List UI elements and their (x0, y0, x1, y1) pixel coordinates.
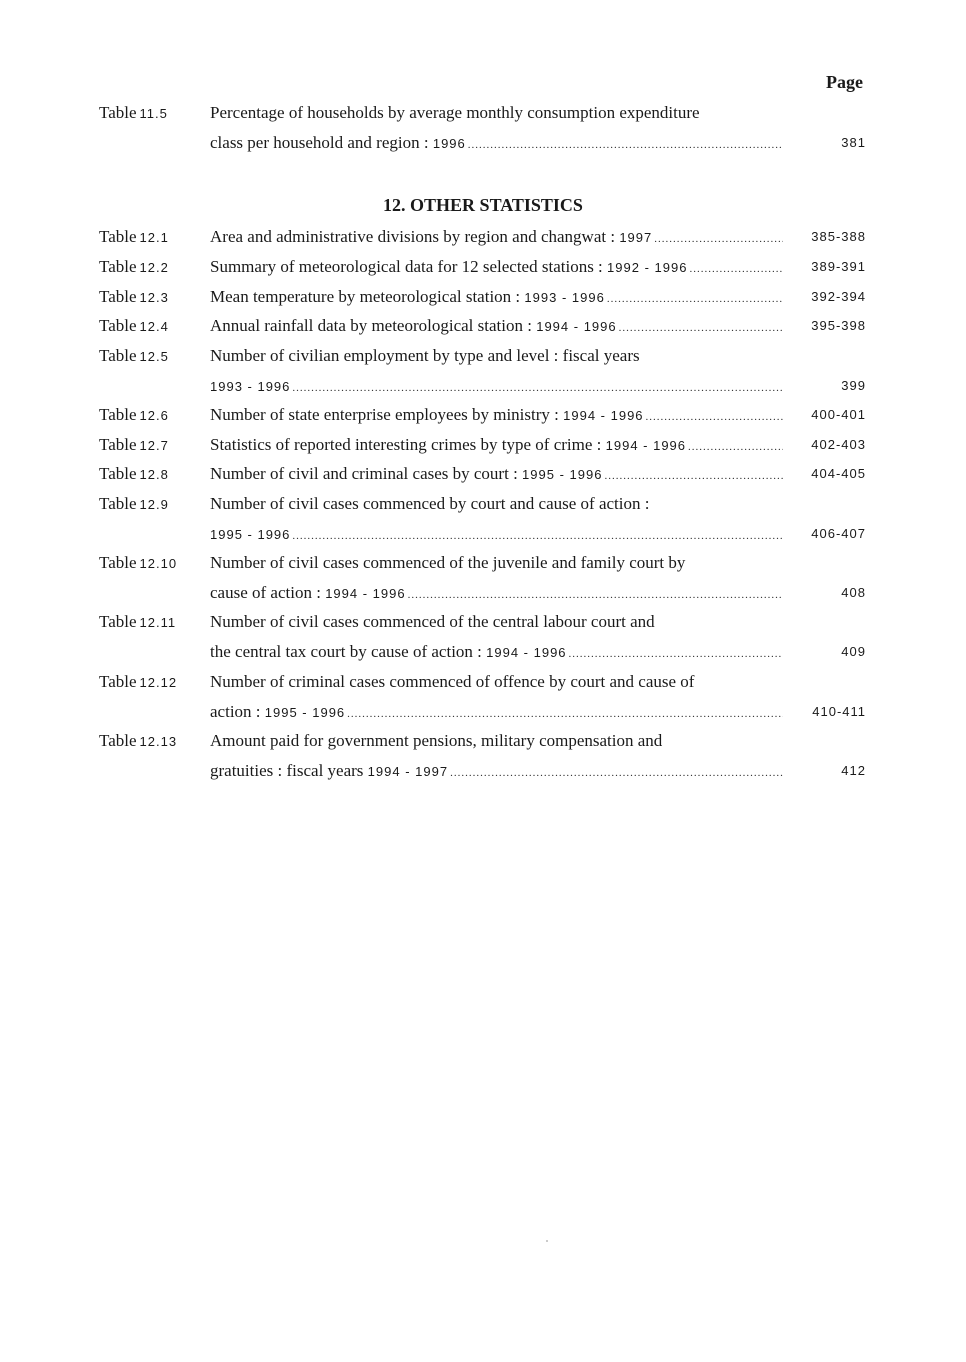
table-number: 12.6 (139, 408, 169, 423)
entry-years: 1995 - 1996 (522, 467, 603, 482)
entry-title-text: Mean temperature by meteorological station : (210, 287, 521, 306)
entry-title-last-line (210, 756, 783, 786)
table-word: Table (99, 553, 137, 572)
page-number: 409 (841, 644, 866, 659)
table-number: 12.13 (139, 734, 178, 749)
entry-title-text: action : (210, 702, 261, 721)
table-word: Table (99, 405, 137, 424)
table-number: 12.5 (139, 349, 169, 364)
entry-title-text: class per household and region : (210, 133, 429, 152)
entry-title-text: Area and administrative divisions by region and changwat : (210, 227, 616, 246)
dot-leader (688, 432, 783, 460)
table-number: 12.2 (139, 260, 169, 275)
entry-title-text: Number of civil and criminal cases by court : (210, 464, 518, 483)
dot-leader (408, 580, 783, 608)
table-label (99, 548, 177, 579)
entry-years: 1994 - 1996 (325, 586, 406, 601)
entry-years: 1993 - 1996 (524, 290, 605, 305)
entry-title-text: gratuities : fiscal years (210, 761, 364, 780)
entry-title-last-line (210, 637, 783, 667)
section-heading: 12. OTHER STATISTICS (383, 195, 583, 215)
entry-title-line: Number of civil cases commenced of the central labour court and (210, 612, 655, 631)
table-number: 12.1 (139, 230, 169, 245)
entry-title-text: cause of action : (210, 583, 321, 602)
table-word: Table (99, 494, 137, 513)
entry-title-last-line (210, 371, 783, 401)
entry-title-text: Statistics of reported interesting crimes by type of crime : (210, 435, 602, 454)
table-label (99, 400, 169, 431)
dot-leader (607, 284, 783, 312)
entry-title-last-line (210, 311, 783, 341)
entry-title-line: Amount paid for government pensions, military compensation and (210, 731, 663, 750)
table-word: Table (99, 612, 137, 631)
scan-speck (546, 1240, 548, 1242)
page-number: 381 (841, 135, 866, 150)
table-label (99, 341, 169, 372)
table-word: Table (99, 731, 137, 750)
dot-leader (689, 254, 783, 282)
dot-leader (654, 224, 783, 252)
page-number: 408 (841, 585, 866, 600)
entry-title-last-line (210, 459, 783, 489)
table-word: Table (99, 672, 137, 691)
entry-title-last-line (210, 519, 783, 549)
dot-leader (619, 313, 783, 341)
table-label (99, 222, 169, 253)
dot-leader (604, 461, 783, 489)
table-number: 12.12 (139, 675, 178, 690)
table-label (99, 459, 169, 490)
page-number: 406-407 (811, 526, 866, 541)
table-word: Table (99, 316, 137, 335)
table-number: 12.11 (139, 615, 177, 630)
page-number: 404-405 (811, 466, 866, 481)
dot-leader (292, 373, 783, 401)
table-word: Table (99, 227, 137, 246)
entry-title-last-line (210, 400, 783, 430)
table-number: 11.5 (139, 106, 168, 121)
entry-title-text: the central tax court by cause of action : (210, 642, 482, 661)
table-number: 12.4 (139, 319, 169, 334)
entry-title-last-line (210, 222, 783, 252)
dot-leader (292, 521, 783, 549)
table-word: Table (99, 464, 137, 483)
entry-title-last-line (210, 430, 783, 460)
table-label (99, 726, 177, 757)
page-number: 395-398 (811, 318, 866, 333)
entry-years: 1992 - 1996 (607, 260, 688, 275)
table-label (99, 311, 169, 342)
table-word: Table (99, 257, 137, 276)
page-number: 402-403 (811, 437, 866, 452)
table-label (99, 252, 169, 283)
entry-years: 1996 (432, 136, 466, 151)
entry-title-text: Number of state enterprise employees by ministry : (210, 405, 559, 424)
page-number: 400-401 (811, 407, 866, 422)
entry-title-last-line (210, 252, 783, 282)
table-label (99, 98, 168, 129)
table-label (99, 489, 169, 520)
table-label (99, 282, 169, 313)
entry-title-last-line (210, 282, 783, 312)
page-number: 385-388 (811, 229, 866, 244)
page-number: 399 (841, 378, 866, 393)
table-label (99, 667, 177, 698)
entry-title-text: Summary of meteorological data for 12 selected stations : (210, 257, 603, 276)
table-number: 12.10 (139, 556, 178, 571)
page-number: 389-391 (811, 259, 866, 274)
dot-leader (468, 130, 783, 158)
entry-years: 1994 - 1996 (486, 645, 567, 660)
table-number: 12.8 (139, 467, 169, 482)
entry-title-line: Percentage of households by average monthly consumption expenditure (210, 103, 700, 122)
dot-leader (569, 639, 783, 667)
entry-years: 1994 - 1996 (536, 319, 617, 334)
table-number: 12.3 (139, 290, 169, 305)
entry-title-last-line (210, 697, 783, 727)
entry-title-line: Number of criminal cases commenced of offence by court and cause of (210, 672, 695, 691)
page-number: 412 (841, 763, 866, 778)
table-word: Table (99, 346, 137, 365)
table-label (99, 607, 176, 638)
table-word: Table (99, 435, 137, 454)
entry-years: 1994 - 1996 (605, 438, 687, 453)
entry-title-last-line (210, 578, 783, 608)
entry-title-line: Number of civil cases commenced by court and cause of action : (210, 494, 650, 513)
entry-title-line: Number of civil cases commenced of the juvenile and family court by (210, 553, 686, 572)
table-label (99, 430, 169, 461)
entry-title-line: Number of civilian employment by type and level : fiscal years (210, 346, 640, 365)
entry-years: 1997 (619, 230, 653, 245)
dot-leader (347, 699, 783, 727)
table-number: 12.7 (139, 438, 169, 453)
table-number: 12.9 (139, 497, 169, 512)
page-header: Page (826, 72, 863, 92)
page-number: 392-394 (811, 289, 866, 304)
dot-leader (646, 402, 783, 430)
entry-years: 1995 - 1996 (210, 527, 291, 542)
entry-title-text: Annual rainfall data by meteorological station : (210, 316, 532, 335)
dot-leader (450, 758, 783, 786)
entry-years: 1995 - 1996 (264, 705, 346, 720)
table-word: Table (99, 103, 137, 122)
entry-years: 1994 - 1996 (563, 408, 644, 423)
entry-years: 1994 - 1997 (367, 764, 449, 779)
table-word: Table (99, 287, 137, 306)
entry-title-last-line (210, 128, 783, 158)
page-number: 410-411 (812, 704, 866, 719)
entry-years: 1993 - 1996 (210, 379, 291, 394)
